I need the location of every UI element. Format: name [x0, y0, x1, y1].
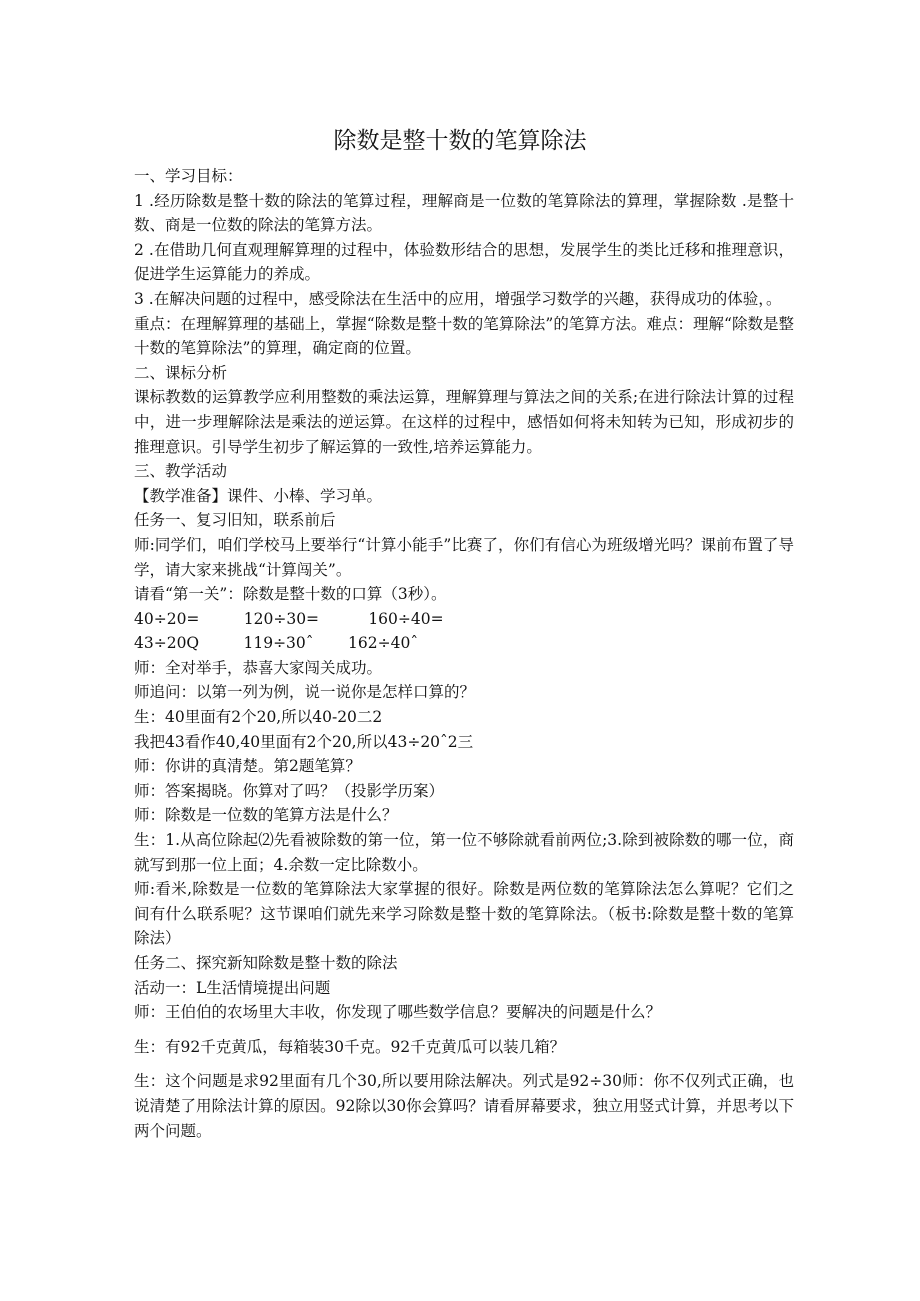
dialogue-line: 师：答案揭晓。你算对了吗？（投影学历案）: [134, 781, 445, 800]
document-body: [134, 164, 794, 1143]
oral-calc-row-2: 43÷20Q 119÷30ˆ 162÷40ˆ: [134, 634, 419, 653]
dialogue-line: 师：除数是一位数的笔算方法是什么？: [134, 806, 398, 825]
dialogue-line: 我把43看作40,40里面有2个20,所以43÷20ˆ2三: [134, 732, 474, 751]
objective-item-2: 2 .在借助几何直观理解算理的过程中，体验数形结合的思想，发展学生的类比迁移和推理意识，促进学生运算能力的养成。: [134, 240, 794, 284]
dialogue-line: 师：你讲的真清楚。第2题笔算？: [134, 757, 361, 776]
section-heading-objectives: 一、学习目标：: [134, 167, 243, 185]
dialogue-line: 生：这个问题是求92里面有几个30,所以要用除法解决。列式是92÷30师：你不仅列式正确，也说清楚了用除法计算的原因。92除以30你会算吗？请看屏幕要求，独立用竖式计算，并思考以下两个问题。: [134, 1072, 794, 1140]
dialogue-line: 师追问：以第一列为例，说一说你是怎样口算的？: [134, 683, 476, 702]
objective-item-3: 3 .在解决问题的过程中，感受除法在生活中的应用，增强学习数学的兴趣，获得成功的体验，。: [134, 289, 782, 308]
curriculum-paragraph: 课标教数的运算教学应利用整数的乘法运算，理解算理与算法之间的关系;在进行除法计算的过程中，进一步理解除法是乘法的逆运算。在这样的过程中，感悟如何将未知转为已知，形成初步的推理意识。引导学生初步了解运算的一致性,培养运算能力。: [134, 388, 794, 456]
oral-calc-row-1: 40÷20= 120÷30= 160÷40=: [134, 609, 444, 628]
dialogue-line: 师:看米,除数是一位数的笔算除法大家掌握的很好。除数是两位数的笔算除法怎么算呢？它们之间有什么联系呢？这节课咱们就先来学习除数是整十数的笔算除法。（板书:除数是整十数的笔算除法）: [134, 880, 794, 948]
dialogue-line: 师：全对举手，恭喜大家闯关成功。: [134, 658, 383, 677]
dialogue-line: 生：有92千克黄瓜，每箱装30千克。92千克黄瓜可以装几箱？: [134, 1037, 566, 1056]
dialogue-line: 生：1.从高位除起⑵先看被除数的第一位，第一位不够除就看前两位;3.除到被除数的哪一位，商就写到那一位上面；4.余数一定比除数小。: [134, 831, 794, 874]
task-one-heading: 任务一、复习旧知，联系前后: [134, 511, 336, 530]
key-points-paragraph: 重点：在理解算理的基础上，掌握“除数是整十数的笔算除法”的笔算方法。难点：理解“除数是整十数的笔算除法”的算理，确定商的位置。: [134, 314, 794, 358]
dialogue-line: 生：40里面有2个20,所以40-20二2: [134, 708, 383, 727]
teacher-intro-paragraph: 师:同学们，咱们学校马上要举行“计算小能手”比赛了，你们有信心为班级增光吗？课前布置了导学，请大家来挑战“计算闯关”。: [134, 535, 794, 579]
document-title: 除数是整十数的笔算除法: [333, 128, 587, 154]
section-heading-curriculum: 二、课标分析: [134, 363, 228, 382]
dialogue-line: 师：王伯伯的农场里大丰收，你发现了哪些数学信息？要解决的问题是什么？: [134, 1003, 662, 1022]
objective-item-1: 1 .经历除数是整十数的除法的笔算过程，理解商是一位数的笔算除法的算理，掌握除数 .是整十数、商是一位数的除法的笔算方法。: [134, 191, 794, 235]
activity-one-heading: 活动一：L生活情境提出问题: [134, 978, 331, 997]
first-level-paragraph: 请看“第一关”：除数是整十数的口算（3秒）。: [134, 585, 447, 604]
section-heading-activities: 三、教学活动: [134, 462, 228, 481]
preparation-paragraph: 【教学准备】课件、小棒、学习单。: [134, 486, 383, 505]
task-two-heading: 任务二、探究新知除数是整十数的除法: [134, 954, 398, 972]
